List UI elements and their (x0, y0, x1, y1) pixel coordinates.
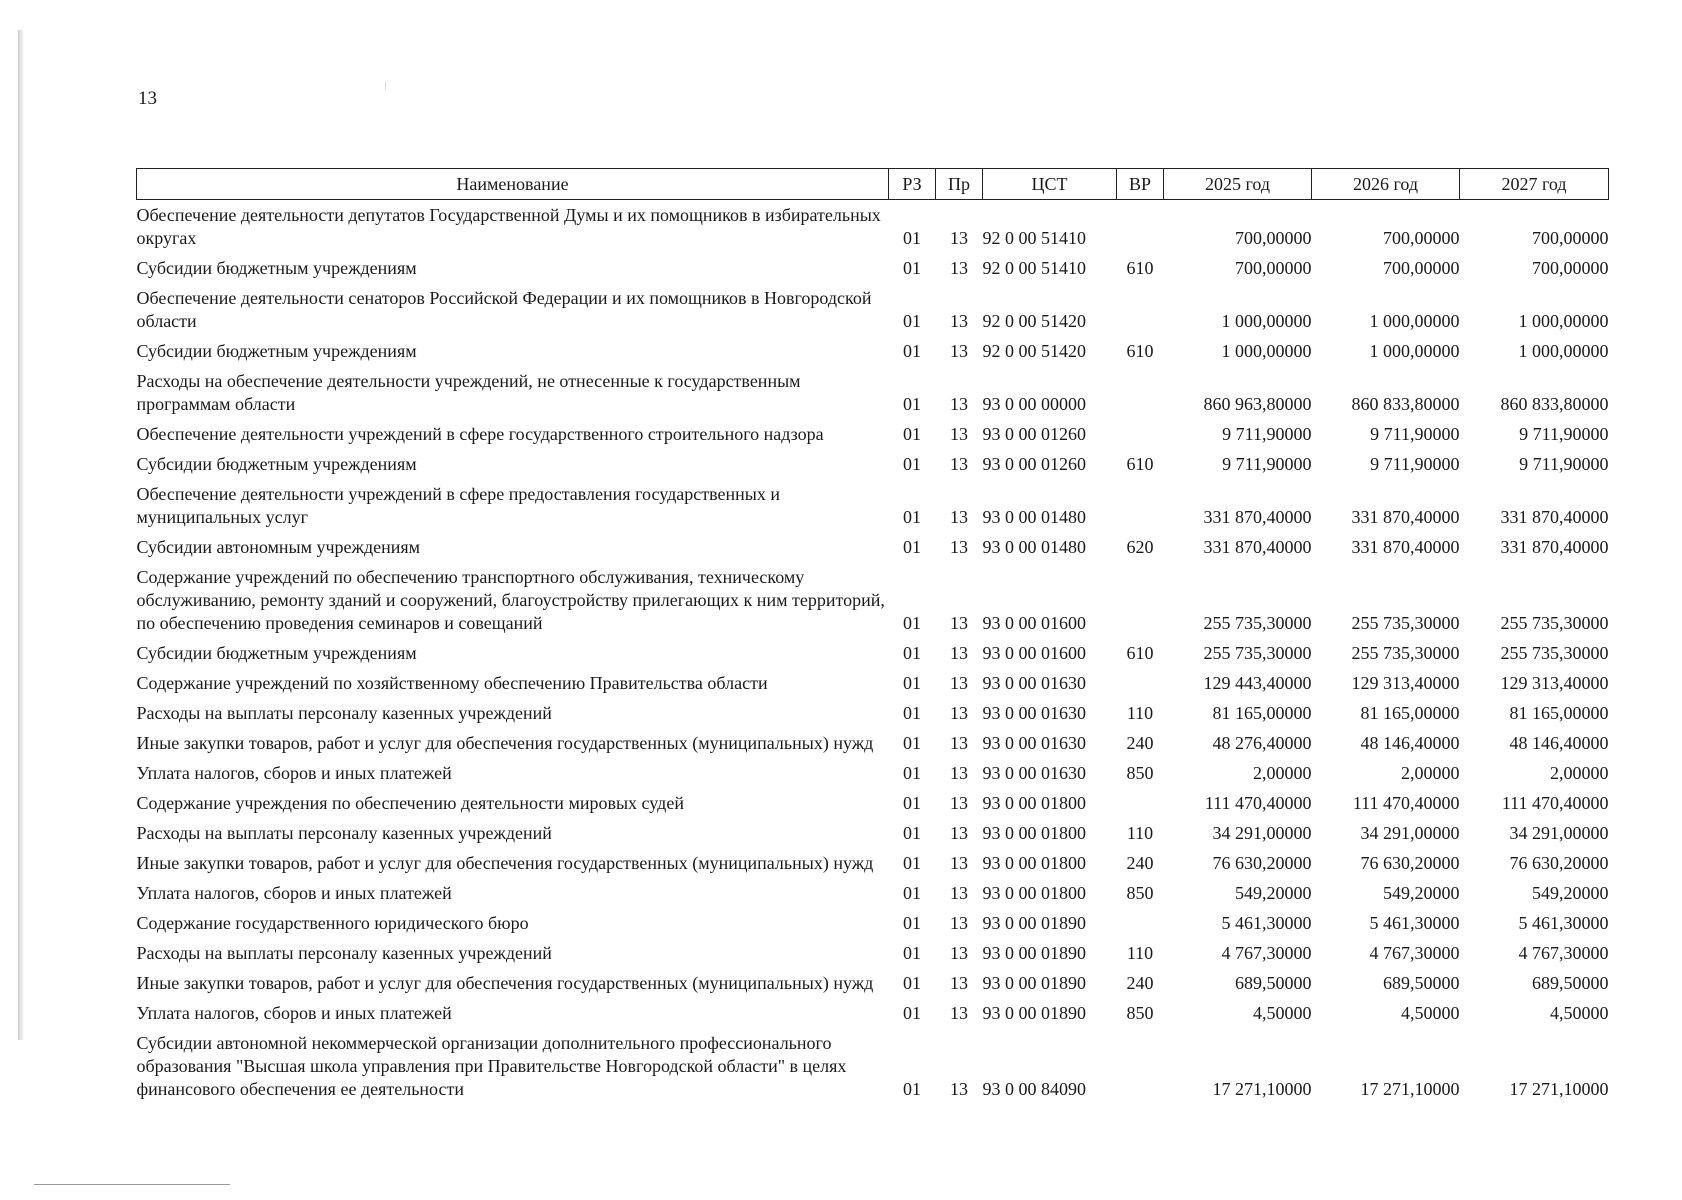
header-2025: 2025 год (1164, 169, 1312, 200)
row-amount-2026: 4 767,30000 (1369, 943, 1460, 963)
row-rz: 01 (903, 913, 921, 933)
row-pr: 13 (950, 973, 968, 993)
row-name: Содержание учреждений по хозяйственному обеспечению Правительства области (136, 673, 768, 693)
table-row (137, 818, 1609, 848)
row-vr (1117, 908, 1164, 938)
row-amount-2026: 4,50000 (1401, 1003, 1460, 1023)
row-amount-2027: 700,00000 (1532, 258, 1609, 278)
row-vr: 240 (1126, 973, 1154, 993)
row-rz: 01 (903, 643, 921, 663)
row-vr: 610 (1126, 454, 1154, 474)
row-vr: 850 (1126, 1003, 1154, 1023)
row-amount-2025: 255 735,30000 (1203, 643, 1312, 663)
row-name: Субсидии бюджетным учреждениям (136, 643, 417, 663)
row-pr: 13 (950, 311, 968, 331)
row-rz: 01 (903, 258, 921, 278)
row-amount-2025: 111 470,40000 (1204, 793, 1312, 813)
row-rz: 01 (903, 883, 921, 903)
table-row (137, 419, 1609, 449)
row-amount-2026: 255 735,30000 (1351, 643, 1460, 663)
row-amount-2026: 860 833,80000 (1351, 394, 1460, 414)
row-rz: 01 (903, 613, 921, 633)
row-rz: 01 (903, 537, 921, 557)
header-cst: ЦСТ (983, 169, 1117, 200)
table-row (137, 449, 1609, 479)
row-amount-2025: 1 000,00000 (1221, 311, 1312, 331)
row-amount-2027: 34 291,00000 (1509, 823, 1609, 843)
row-amount-2027: 1 000,00000 (1518, 311, 1609, 331)
row-name: Расходы на выплаты персоналу казенных учреждений (136, 823, 552, 843)
table-row (137, 848, 1609, 878)
row-rz: 01 (903, 394, 921, 414)
row-amount-2025: 255 735,30000 (1203, 613, 1312, 633)
row-amount-2026: 81 165,00000 (1360, 703, 1460, 723)
row-cst: 93 0 00 01800 (982, 853, 1086, 873)
row-vr: 110 (1126, 703, 1154, 723)
row-name: Уплата налогов, сборов и иных платежей (136, 1003, 452, 1023)
row-pr: 13 (950, 507, 968, 527)
row-vr (1117, 366, 1164, 419)
row-vr: 240 (1126, 733, 1154, 753)
row-name: Субсидии бюджетным учреждениям (136, 341, 417, 361)
row-amount-2025: 34 291,00000 (1212, 823, 1312, 843)
table-row (137, 788, 1609, 818)
row-rz: 01 (903, 763, 921, 783)
row-amount-2025: 700,00000 (1235, 258, 1312, 278)
row-name: Иные закупки товаров, работ и услуг для обеспечения государственных (муниципальных) нужд (136, 853, 874, 873)
row-rz: 01 (903, 943, 921, 963)
row-amount-2025: 81 165,00000 (1212, 703, 1312, 723)
row-cst: 93 0 00 01600 (982, 643, 1086, 663)
row-pr: 13 (950, 228, 968, 248)
row-amount-2025: 9 711,90000 (1222, 454, 1312, 474)
row-amount-2025: 1 000,00000 (1221, 341, 1312, 361)
row-amount-2026: 255 735,30000 (1351, 613, 1460, 633)
table-row (137, 366, 1609, 419)
row-amount-2025: 331 870,40000 (1203, 537, 1312, 557)
row-pr: 13 (950, 943, 968, 963)
row-rz: 01 (903, 424, 921, 444)
header-pr: Пр (936, 169, 983, 200)
row-vr: 610 (1126, 341, 1154, 361)
row-amount-2027: 331 870,40000 (1500, 537, 1609, 557)
row-cst: 93 0 00 00000 (982, 394, 1086, 414)
row-rz: 01 (903, 454, 921, 474)
page-number: 13 (138, 88, 157, 109)
header-2026: 2026 год (1312, 169, 1460, 200)
row-pr: 13 (950, 763, 968, 783)
row-rz: 01 (903, 823, 921, 843)
row-pr: 13 (950, 424, 968, 444)
row-rz: 01 (903, 733, 921, 753)
row-amount-2027: 860 833,80000 (1500, 394, 1609, 414)
row-amount-2025: 17 271,10000 (1212, 1079, 1312, 1099)
table-row (137, 668, 1609, 698)
row-amount-2026: 331 870,40000 (1351, 537, 1460, 557)
row-rz: 01 (903, 507, 921, 527)
row-amount-2026: 34 291,00000 (1360, 823, 1460, 843)
row-amount-2025: 860 963,80000 (1203, 394, 1312, 414)
table-row (137, 253, 1609, 283)
row-cst: 93 0 00 01600 (982, 613, 1086, 633)
row-amount-2025: 129 443,40000 (1203, 673, 1312, 693)
header-vr: ВР (1117, 169, 1164, 200)
row-amount-2025: 48 276,40000 (1212, 733, 1312, 753)
row-pr: 13 (950, 537, 968, 557)
header-2027: 2027 год (1460, 169, 1609, 200)
table-row (137, 1028, 1609, 1104)
row-rz: 01 (903, 793, 921, 813)
row-vr: 240 (1126, 853, 1154, 873)
table-row (137, 638, 1609, 668)
row-vr: 610 (1126, 258, 1154, 278)
row-amount-2027: 9 711,90000 (1519, 424, 1609, 444)
row-rz: 01 (903, 341, 921, 361)
row-amount-2027: 549,20000 (1532, 883, 1609, 903)
row-name: Субсидии автономным учреждениям (136, 537, 421, 557)
row-name: Обеспечение деятельности депутатов Государственной Думы и их помощников в избирательных округах (136, 205, 881, 248)
row-cst: 93 0 00 01800 (982, 883, 1086, 903)
row-name: Субсидии бюджетным учреждениям (136, 258, 417, 278)
table-row (137, 532, 1609, 562)
row-amount-2026: 700,00000 (1383, 258, 1460, 278)
table-row (137, 479, 1609, 532)
row-amount-2026: 5 461,30000 (1369, 913, 1460, 933)
row-amount-2025: 4 767,30000 (1221, 943, 1312, 963)
row-vr (1117, 1028, 1164, 1104)
row-pr: 13 (950, 454, 968, 474)
row-amount-2027: 1 000,00000 (1518, 341, 1609, 361)
scan-mark (385, 82, 386, 90)
table-row (137, 283, 1609, 336)
row-pr: 13 (950, 853, 968, 873)
row-name: Расходы на выплаты персоналу казенных учреждений (136, 943, 552, 963)
row-amount-2026: 111 470,40000 (1352, 793, 1460, 813)
row-vr (1117, 479, 1164, 532)
row-name: Содержание государственного юридического бюро (136, 913, 529, 933)
row-vr: 850 (1126, 883, 1154, 903)
row-amount-2027: 700,00000 (1532, 228, 1609, 248)
row-pr: 13 (950, 613, 968, 633)
row-amount-2026: 549,20000 (1383, 883, 1460, 903)
row-rz: 01 (903, 673, 921, 693)
row-amount-2026: 17 271,10000 (1360, 1079, 1460, 1099)
row-amount-2025: 4,50000 (1253, 1003, 1312, 1023)
row-name: Иные закупки товаров, работ и услуг для обеспечения государственных (муниципальных) нужд (136, 973, 874, 993)
row-pr: 13 (950, 643, 968, 663)
row-cst: 93 0 00 01480 (982, 537, 1086, 557)
row-amount-2027: 331 870,40000 (1500, 507, 1609, 527)
table-row (137, 908, 1609, 938)
row-pr: 13 (950, 883, 968, 903)
row-amount-2027: 81 165,00000 (1509, 703, 1609, 723)
row-amount-2026: 1 000,00000 (1369, 311, 1460, 331)
table-header-row (137, 169, 1609, 200)
table-row (137, 336, 1609, 366)
table-row (137, 968, 1609, 998)
row-pr: 13 (950, 823, 968, 843)
row-vr: 610 (1126, 643, 1154, 663)
row-name: Содержание учреждений по обеспечению транспортного обслуживания, техническому обслуживанию, ремонту зданий и сооружений, благоустройству прилегающих к ним территорий, по обеспечению проведения семинаров и совещаний (136, 567, 885, 633)
row-amount-2025: 331 870,40000 (1203, 507, 1312, 527)
row-name: Расходы на выплаты персоналу казенных учреждений (136, 703, 552, 723)
row-vr (1117, 668, 1164, 698)
row-amount-2027: 76 630,20000 (1509, 853, 1609, 873)
row-amount-2027: 48 146,40000 (1509, 733, 1609, 753)
row-amount-2026: 9 711,90000 (1370, 454, 1460, 474)
row-amount-2025: 689,50000 (1235, 973, 1312, 993)
row-cst: 93 0 00 01480 (982, 507, 1086, 527)
row-rz: 01 (903, 973, 921, 993)
row-rz: 01 (903, 1003, 921, 1023)
row-pr: 13 (950, 394, 968, 414)
table-row (137, 562, 1609, 638)
row-amount-2026: 331 870,40000 (1351, 507, 1460, 527)
row-vr: 110 (1126, 943, 1154, 963)
row-cst: 93 0 00 01260 (982, 424, 1086, 444)
row-amount-2027: 4,50000 (1550, 1003, 1609, 1023)
row-vr: 850 (1126, 763, 1154, 783)
table-row (137, 728, 1609, 758)
row-cst: 93 0 00 01800 (982, 793, 1086, 813)
row-name: Расходы на обеспечение деятельности учреждений, не отнесенные к государственным программам области (136, 371, 801, 414)
row-name: Содержание учреждения по обеспечению деятельности мировых судей (136, 793, 684, 813)
row-name: Субсидии бюджетным учреждениям (136, 454, 417, 474)
row-amount-2026: 76 630,20000 (1360, 853, 1460, 873)
table-row (137, 998, 1609, 1028)
row-pr: 13 (950, 258, 968, 278)
row-amount-2027: 255 735,30000 (1500, 643, 1609, 663)
row-amount-2027: 17 271,10000 (1509, 1079, 1609, 1099)
row-amount-2026: 48 146,40000 (1360, 733, 1460, 753)
row-amount-2025: 700,00000 (1235, 228, 1312, 248)
row-name: Субсидии автономной некоммерческой организации дополнительного профессионального образования "Высшая школа управления при Правительстве Новгородской области" в целях финансового обеспечения ее деятельности (136, 1033, 847, 1099)
row-amount-2026: 700,00000 (1383, 228, 1460, 248)
row-cst: 93 0 00 01890 (982, 973, 1086, 993)
row-rz: 01 (903, 228, 921, 248)
row-amount-2027: 689,50000 (1532, 973, 1609, 993)
row-cst: 93 0 00 01800 (982, 823, 1086, 843)
row-pr: 13 (950, 733, 968, 753)
row-name: Обеспечение деятельности учреждений в сфере предоставления государственных и муниципальных услуг (136, 484, 780, 527)
row-rz: 01 (903, 311, 921, 331)
row-amount-2025: 549,20000 (1235, 883, 1312, 903)
row-amount-2026: 689,50000 (1383, 973, 1460, 993)
table-row (137, 200, 1609, 254)
row-amount-2026: 1 000,00000 (1369, 341, 1460, 361)
header-rz: РЗ (889, 169, 936, 200)
row-cst: 93 0 00 01890 (982, 1003, 1086, 1023)
row-amount-2026: 2,00000 (1401, 763, 1460, 783)
row-rz: 01 (903, 853, 921, 873)
footer-rule (34, 1184, 230, 1185)
table-row (137, 698, 1609, 728)
row-amount-2026: 129 313,40000 (1351, 673, 1460, 693)
row-cst: 93 0 00 01630 (982, 763, 1086, 783)
row-cst: 93 0 00 01630 (982, 733, 1086, 753)
row-amount-2027: 4 767,30000 (1518, 943, 1609, 963)
row-pr: 13 (950, 673, 968, 693)
row-cst: 93 0 00 01890 (982, 943, 1086, 963)
row-rz: 01 (903, 1079, 921, 1099)
row-pr: 13 (950, 703, 968, 723)
row-amount-2027: 255 735,30000 (1500, 613, 1609, 633)
row-amount-2025: 2,00000 (1253, 763, 1312, 783)
row-vr: 110 (1126, 823, 1154, 843)
row-amount-2026: 9 711,90000 (1370, 424, 1460, 444)
row-cst: 93 0 00 01630 (982, 703, 1086, 723)
scan-edge-shadow (18, 30, 24, 1040)
row-cst: 92 0 00 51410 (982, 228, 1086, 248)
row-vr (1117, 788, 1164, 818)
table-row (137, 878, 1609, 908)
row-amount-2027: 111 470,40000 (1501, 793, 1609, 813)
row-pr: 13 (950, 1003, 968, 1023)
row-amount-2025: 76 630,20000 (1212, 853, 1312, 873)
row-name: Уплата налогов, сборов и иных платежей (136, 763, 452, 783)
row-vr (1117, 283, 1164, 336)
table-body (137, 200, 1609, 1105)
row-pr: 13 (950, 1079, 968, 1099)
row-amount-2025: 5 461,30000 (1221, 913, 1312, 933)
row-vr (1117, 562, 1164, 638)
row-vr: 620 (1126, 537, 1154, 557)
table-row (137, 938, 1609, 968)
row-rz: 01 (903, 703, 921, 723)
row-amount-2027: 2,00000 (1550, 763, 1609, 783)
row-amount-2027: 5 461,30000 (1518, 913, 1609, 933)
row-cst: 93 0 00 01260 (982, 454, 1086, 474)
table-row (137, 758, 1609, 788)
row-amount-2027: 9 711,90000 (1519, 454, 1609, 474)
budget-table (136, 168, 1609, 1104)
row-cst: 92 0 00 51420 (982, 311, 1086, 331)
row-name: Уплата налогов, сборов и иных платежей (136, 883, 452, 903)
row-amount-2027: 129 313,40000 (1500, 673, 1609, 693)
row-pr: 13 (950, 793, 968, 813)
row-cst: 93 0 00 01890 (982, 913, 1086, 933)
row-name: Обеспечение деятельности сенаторов Российской Федерации и их помощников в Новгородской области (136, 288, 872, 331)
row-amount-2025: 9 711,90000 (1222, 424, 1312, 444)
row-name: Обеспечение деятельности учреждений в сфере государственного строительного надзора (136, 424, 824, 444)
row-cst: 93 0 00 84090 (982, 1079, 1086, 1099)
header-name: Наименование (137, 169, 889, 200)
row-cst: 93 0 00 01630 (982, 673, 1086, 693)
row-pr: 13 (950, 341, 968, 361)
row-vr (1117, 419, 1164, 449)
row-cst: 92 0 00 51410 (982, 258, 1086, 278)
row-vr (1117, 200, 1164, 254)
row-pr: 13 (950, 913, 968, 933)
row-name: Иные закупки товаров, работ и услуг для обеспечения государственных (муниципальных) нужд (136, 733, 874, 753)
row-cst: 92 0 00 51420 (982, 341, 1086, 361)
